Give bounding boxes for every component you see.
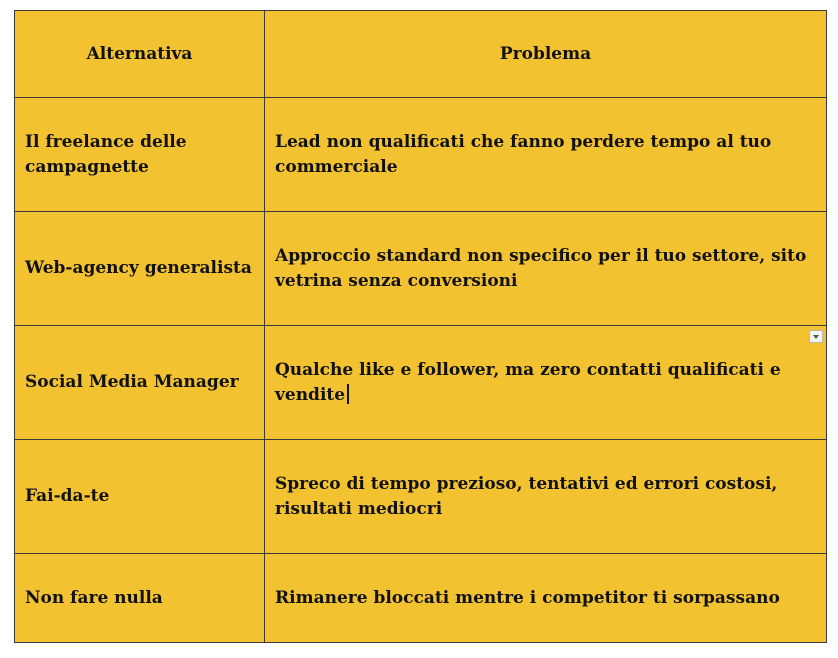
table-header-row (15, 11, 827, 98)
text-caret (347, 384, 349, 404)
cell-alternativa[interactable]: Fai-da-te (15, 440, 265, 554)
cell-problema[interactable]: Rimanere bloccati mentre i competitor ti sorpassano (265, 554, 827, 643)
cell-problema-text: Qualche like e follower, ma zero contatti qualificati e vendite (275, 359, 781, 405)
table-row (15, 98, 827, 212)
cell-alternativa[interactable]: Non fare nulla (15, 554, 265, 643)
comparison-table-container (14, 10, 826, 643)
header-alternativa[interactable]: Alternativa (15, 11, 265, 98)
cell-problema[interactable]: Approccio standard non specifico per il tuo settore, sito vetrina senza conversioni (265, 212, 827, 326)
cell-problema[interactable]: Spreco di tempo prezioso, tentativi ed errori costosi, risultati mediocri (265, 440, 827, 554)
chevron-down-icon[interactable] (809, 330, 823, 343)
table-row (15, 554, 827, 643)
header-problema[interactable]: Problema (265, 11, 827, 98)
table-row (15, 212, 827, 326)
cell-alternativa[interactable]: Social Media Manager (15, 326, 265, 440)
cell-alternativa[interactable]: Il freelance delle campagnette (15, 98, 265, 212)
table-row (15, 440, 827, 554)
cell-problema-active[interactable] (265, 326, 827, 440)
cell-problema[interactable]: Lead non qualificati che fanno perdere tempo al tuo commerciale (265, 98, 827, 212)
comparison-table (14, 10, 827, 643)
table-row (15, 326, 827, 440)
cell-alternativa[interactable]: Web-agency generalista (15, 212, 265, 326)
